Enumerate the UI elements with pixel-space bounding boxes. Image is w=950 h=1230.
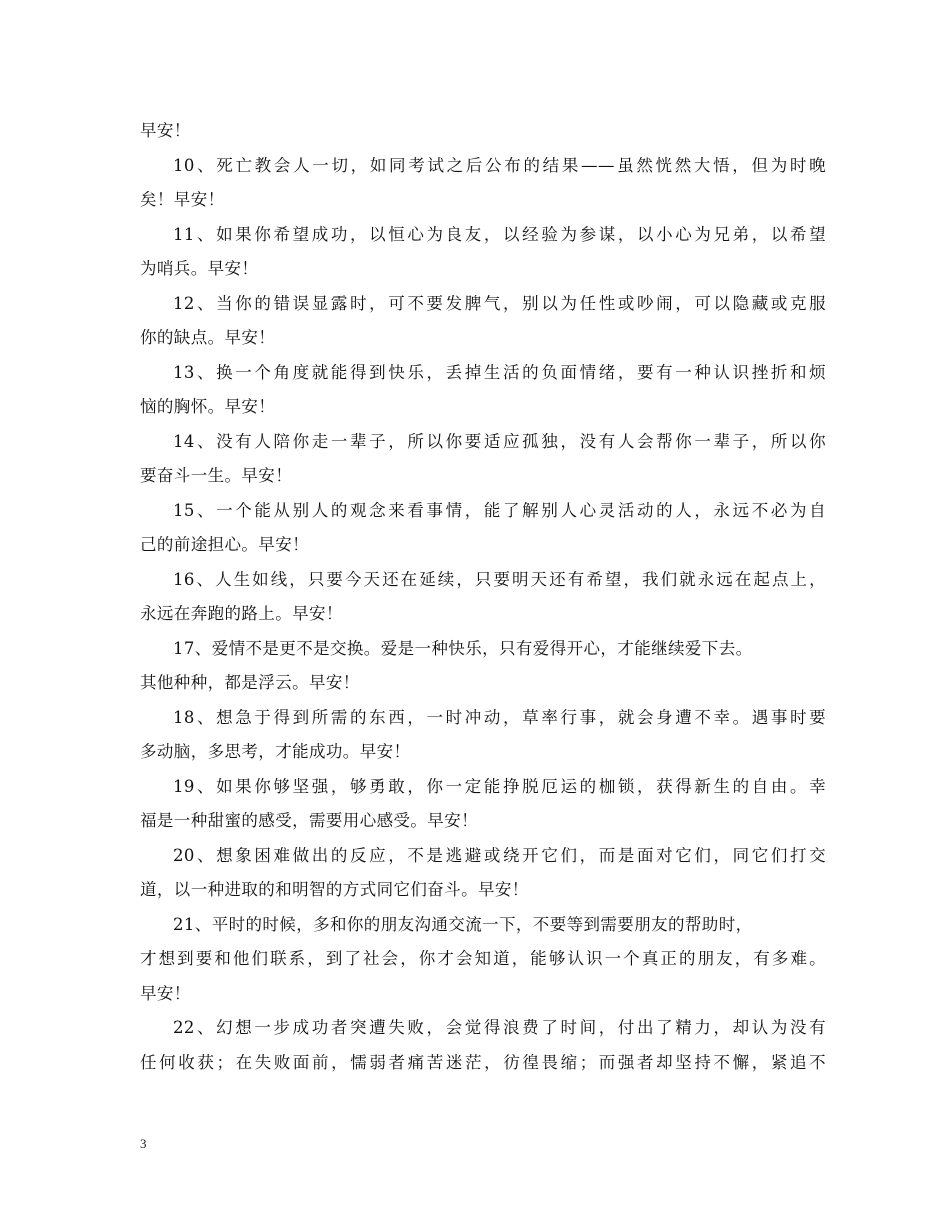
document-body <box>140 114 826 1080</box>
text-line: 你的缺点。早安！ <box>140 328 276 347</box>
paragraph-first-line: 16、人生如线，只要今天还在延续，只要明天还有希望，我们就永远在起点上， <box>173 569 826 589</box>
text-line: 福是一种甜蜜的感受，需要用心感受。早安！ <box>140 811 478 830</box>
text-line: 多动脑，多思考，才能成功。早安！ <box>140 742 411 761</box>
paragraph-first-line: 14、没有人陪你走一辈子，所以你要适应孤独，没有人会帮你一辈子，所以你 <box>173 431 826 451</box>
paragraph-first-line: 15、一个能从别人的观念来看事情，能了解别人心灵活动的人，永远不必为自 <box>173 500 826 520</box>
paragraph-first-line: 17、爱情不是更不是交换。爱是一种快乐，只有爱得开心，才能继续爱下去。 <box>173 638 753 658</box>
text-line: 才想到要和他们联系，到了社会，你才会知道，能够认识一个真正的朋友，有多难。 <box>140 949 826 968</box>
text-line: 任何收获；在失败面前，懦弱者痛苦迷茫，彷徨畏缩；而强者却坚持不懈，紧追不 <box>140 1052 826 1072</box>
text-line: 其他种种，都是浮云。早安！ <box>140 673 360 692</box>
text-line: 矣！早安！ <box>140 190 225 209</box>
paragraph-first-line: 11、如果你希望成功，以恒心为良友，以经验为参谋，以小心为兄弟，以希望 <box>173 224 826 244</box>
text-line: 恼的胸怀。早安！ <box>140 397 276 416</box>
paragraph-first-line: 12、当你的错误显露时，可不要发脾气，别以为任性或吵闹，可以隐藏或克服 <box>173 293 826 313</box>
paragraph-first-line: 21、平时的时候，多和你的朋友沟通交流一下，不要等到需要朋友的帮助时， <box>173 914 753 934</box>
paragraph-first-line: 22、幻想一步成功者突遭失败，会觉得浪费了时间，付出了精力，却认为没有 <box>173 1018 826 1037</box>
paragraph-first-line: 13、换一个角度就能得到快乐，丢掉生活的负面情绪，要有一种认识挫折和烦 <box>173 362 826 382</box>
paragraph-first-line: 20、想象困难做出的反应，不是逃避或绕开它们，而是面对它们，同它们打交 <box>173 845 826 865</box>
text-line: 要奋斗一生。早安！ <box>140 466 293 485</box>
text-line: 早安！ <box>140 121 191 140</box>
text-line: 永远在奔跑的路上。早安！ <box>140 604 343 623</box>
text-line: 己的前途担心。早安！ <box>140 535 309 554</box>
paragraph-first-line: 10、死亡教会人一切，如同考试之后公布的结果——虽然恍然大悟，但为时晚 <box>173 155 826 175</box>
page-number: 3 <box>140 1136 147 1151</box>
text-line: 早安！ <box>140 983 191 1003</box>
paragraph-first-line: 19、如果你够坚强，够勇敢，你一定能挣脱厄运的枷锁，获得新生的自由。幸 <box>173 776 826 796</box>
text-line: 道，以一种进取的和明智的方式同它们奋斗。早安！ <box>140 880 529 899</box>
paragraph-first-line: 18、想急于得到所需的东西，一时冲动，草率行事，就会身遭不幸。遇事时要 <box>173 707 826 727</box>
text-line: 为哨兵。早安！ <box>140 259 259 278</box>
